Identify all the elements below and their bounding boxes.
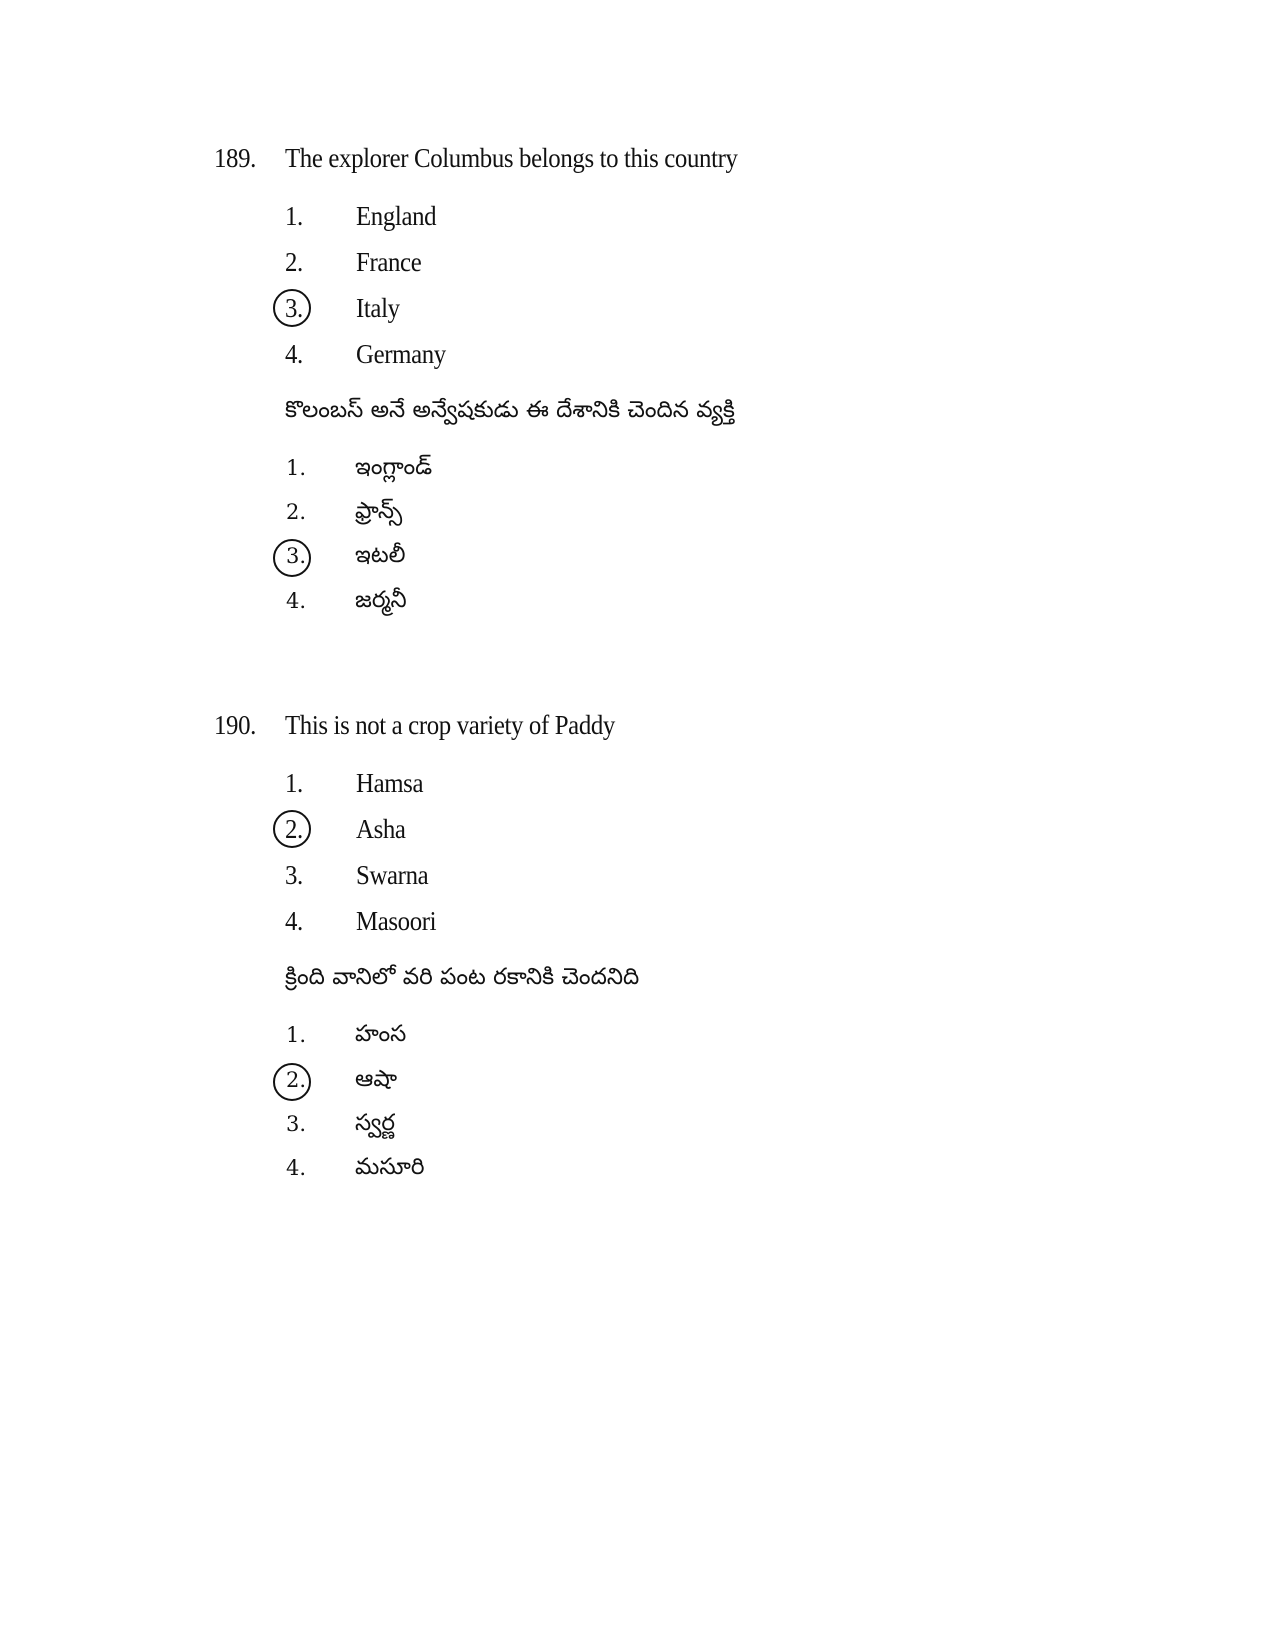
option-label: Hamsa — [356, 768, 424, 798]
question-text-english: The explorer Columbus belongs to this country — [285, 143, 738, 173]
option-label: Germany — [356, 339, 446, 369]
option-label-telugu: ఫ్రాన్స్ — [355, 498, 403, 524]
question-number: 189. — [214, 143, 257, 173]
option-number-circled: 2. — [286, 1068, 307, 1092]
option-number: 2. — [286, 500, 307, 524]
option-number-circled: 3. — [286, 544, 307, 568]
option-label-telugu: ఇంగ్లాండ్ — [355, 454, 433, 480]
option-label: Masoori — [356, 906, 437, 936]
option-label: Asha — [356, 814, 406, 844]
question-number: 190. — [214, 710, 257, 740]
question-text-english: This is not a crop variety of Paddy — [285, 710, 615, 740]
option-label-telugu: హంస — [355, 1021, 407, 1047]
option-number: 1. — [285, 768, 303, 798]
option-number: 1. — [286, 456, 307, 480]
option-label: England — [356, 201, 437, 231]
option-number: 4. — [286, 1156, 307, 1180]
question-text-telugu: కొలంబస్ అనే అన్వేషకుడు ఈ దేశానికి చెందిన వ్యక్తి — [285, 397, 735, 423]
option-label-telugu: ఇటలీ — [355, 542, 406, 568]
option-number: 3. — [285, 860, 303, 890]
option-number: 4. — [285, 906, 303, 936]
option-number: 3. — [286, 1112, 307, 1136]
option-label: France — [356, 247, 422, 277]
option-number: 2. — [285, 247, 303, 277]
option-number: 4. — [286, 589, 307, 613]
option-number-circled: 2. — [285, 814, 303, 844]
option-label-telugu: ఆషా — [355, 1066, 398, 1092]
question-text-telugu: క్రింది వానిలో వరి పంట రకానికి చెందనిది — [285, 964, 640, 990]
option-label-telugu: మసూరి — [355, 1154, 425, 1180]
option-number-circled: 3. — [285, 293, 303, 323]
option-number: 1. — [286, 1023, 307, 1047]
option-number: 4. — [285, 339, 303, 369]
option-label: Italy — [356, 293, 400, 323]
option-label-telugu: జర్మనీ — [355, 587, 407, 613]
option-label: Swarna — [356, 860, 429, 890]
option-label-telugu: స్వర్ణ — [355, 1110, 396, 1136]
option-number: 1. — [285, 201, 303, 231]
